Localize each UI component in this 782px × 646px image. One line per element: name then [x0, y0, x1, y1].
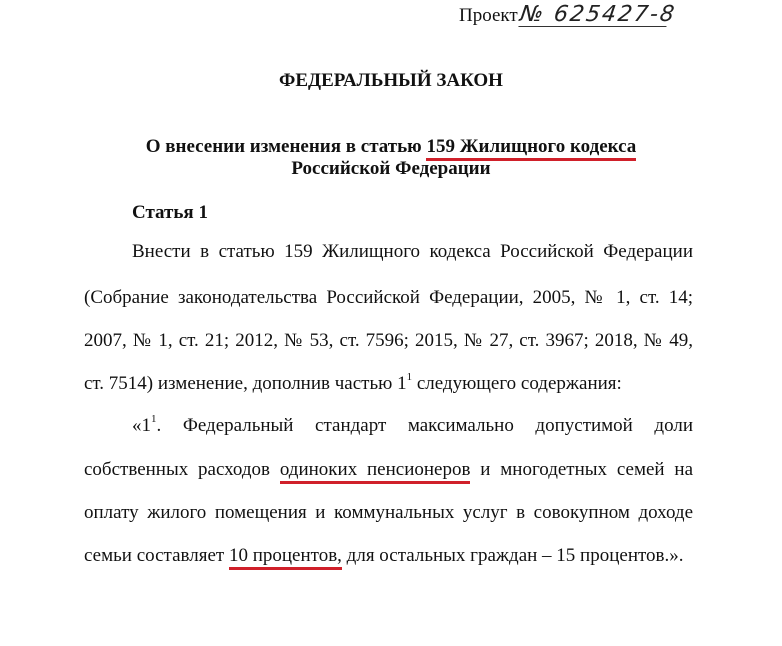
text: . Федеральный стандарт максимально допустимой доли: [156, 415, 693, 436]
project-number-field: [459, 2, 678, 27]
text: и многодетных семей на: [470, 459, 693, 480]
text: следующего содержания:: [412, 373, 622, 394]
subtitle-text: О внесении изменения в статью: [145, 136, 427, 157]
project-label: Проект: [459, 5, 518, 26]
superscript: 1: [406, 371, 413, 383]
body-line-5: [132, 415, 693, 437]
body-line-6: [84, 459, 693, 481]
article-heading: Статья 1: [132, 202, 208, 223]
law-subtitle-line2: Российской Федерации: [291, 158, 491, 179]
text: семьи составляет: [84, 545, 229, 566]
text: «1: [132, 415, 151, 436]
body-line-1: Внести в статью 159 Жилищного кодекса Российской Федерации: [132, 241, 693, 262]
highlight-single-pensioners: одиноких пенсионеров: [280, 459, 471, 484]
body-line-3: 2007, № 1, ст. 21; 2012, № 53, ст. 7596; 2015, № 27, ст. 3967; 2018, № 49,: [84, 330, 693, 351]
law-subtitle-line1: [0, 136, 782, 158]
body-line-7: оплату жилого помещения и коммунальных услуг в совокупном доходе: [84, 502, 693, 523]
document-title: ФЕДЕРАЛЬНЫЙ ЗАКОН: [279, 70, 503, 91]
highlight-article-159: 159 Жилищного кодекса: [426, 136, 636, 161]
body-line-4: [84, 373, 693, 395]
superscript: 1: [151, 413, 157, 425]
handwritten-project-number: № 625427-8: [518, 2, 678, 27]
text: собственных расходов: [84, 459, 280, 480]
highlight-10-percent: 10 процентов,: [229, 545, 342, 570]
text: ст. 7514) изменение, дополнив частью 1: [84, 373, 407, 394]
text: для остальных граждан – 15 процентов.».: [341, 545, 684, 566]
body-line-8: [84, 545, 693, 567]
body-line-2: (Собрание законодательства Российской Федерации, 2005, № 1, ст. 14;: [84, 287, 693, 308]
